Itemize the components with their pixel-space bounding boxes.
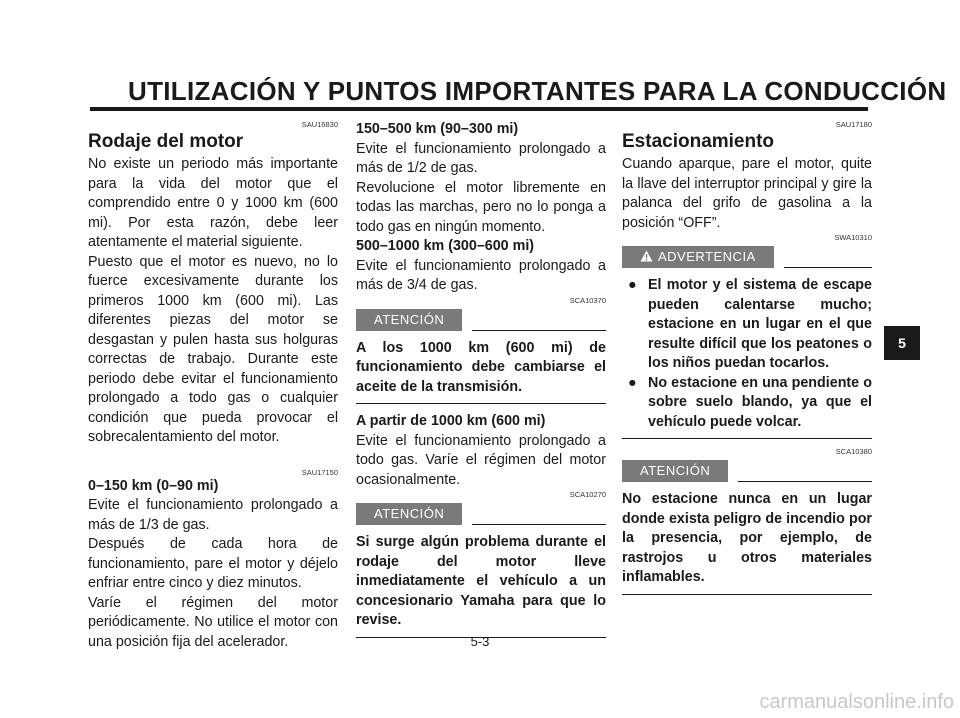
divider — [472, 330, 606, 331]
notice-text: A los 1000 km (600 mi) de funcionamiento debe cambiarse el aceite de la transmisión. — [356, 339, 606, 405]
paragraph: Después de cada hora de funcionamiento, pare el motor y déjelo enfriar entre cinco y diez minutos. — [88, 536, 338, 591]
divider — [472, 524, 606, 525]
notice-code: SCA10270 — [569, 490, 606, 499]
list-item: ● No estacione en una pendiente o sobre suelo blando, ya que el vehículo puede volcar. — [622, 374, 872, 433]
column-2 — [356, 120, 606, 638]
paragraph: Revolucione el motor libremente en todas las marchas, pero no lo ponga a todo gas en ningún momento. — [356, 179, 606, 235]
paragraph: Evite el funcionamiento prolongado a más de 1/2 de gas. — [356, 140, 606, 176]
chapter-title: UTILIZACIÓN Y PUNTOS IMPORTANTES PARA LA CONDUCCIÓN — [128, 76, 947, 106]
divider — [738, 481, 872, 482]
paragraph: Evite el funcionamiento prolongado a todo gas. Varíe el régimen del motor ocasionalmente. — [356, 432, 606, 488]
attention-badge: ATENCIÓN — [356, 503, 462, 525]
bullet-icon: ● — [628, 277, 637, 293]
subheading: A partir de 1000 km (600 mi) — [356, 413, 546, 429]
warning-label: ADVERTENCIA — [658, 249, 756, 264]
paragraph: Cuando aparque, pare el motor, quite la llave del interruptor principal y gire la palanca del grifo de gasolina a la posición “OFF”. — [622, 156, 872, 231]
notice-header — [622, 460, 872, 482]
subheading: 150–500 km (90–300 mi) — [356, 121, 519, 137]
section-code: SAU16830 — [301, 120, 338, 129]
list-item: ● El motor y el sistema de escape pueden calentarse mucho; estacione en un lugar en el que resulte difícil que los peatones o los niños puedan tocarlos. — [622, 276, 872, 374]
notice-text: Si surge algún problema durante el rodaje del motor lleve inmediatamente el vehículo a un concesionario Yamaha para que lo revise. — [356, 533, 606, 638]
paragraph: Evite el funcionamiento prolongado a más de 1/3 de gas. — [88, 497, 338, 533]
watermark: carmanualsonline.info — [759, 691, 954, 713]
divider — [784, 267, 872, 268]
paragraph: No existe un periodo más importante para la vida del motor que el comprendido entre 0 y 1000 km (600 mi). Por esta razón, debe leer atentamente el material siguiente. — [88, 156, 338, 250]
paragraph: Puesto que el motor es nuevo, no lo fuerce excesivamente durante los primeros 1000 km (600 mi). Las diferentes piezas del motor se desgastan y pulen hasta sus holguras correctas de trabajo. Durante este periodo debe evitar el funcionamiento prolongado a todo gas o cualquier condición que pueda provocar el sobrecalentamiento del motor. — [88, 253, 338, 445]
paragraph: Evite el funcionamiento prolongado a más de 3/4 de gas. — [356, 257, 606, 293]
bullet-icon: ● — [628, 374, 637, 391]
header-rule — [90, 107, 868, 111]
column-3 — [622, 120, 872, 595]
notice-text: No estacione nunca en un lugar donde exista peligro de incendio por la presencia, por ejemplo, de rastrojos u otros materiales inflamables. — [622, 490, 872, 595]
section-code: SAU17150 — [301, 467, 338, 477]
column-1 — [88, 120, 338, 652]
warning-list — [622, 276, 872, 439]
section-code: SAU17180 — [835, 120, 872, 129]
notice-code: SCA10380 — [835, 447, 872, 456]
subheading: 0–150 km (0–90 mi) — [88, 477, 219, 494]
attention-badge: ATENCIÓN — [356, 309, 462, 331]
warning-triangle-icon — [640, 250, 653, 262]
subheading: 500–1000 km (300–600 mi) — [356, 238, 535, 254]
attention-badge: ATENCIÓN — [622, 460, 728, 482]
section-heading: Rodaje del motor — [88, 131, 244, 152]
page-number: 5-3 — [470, 634, 490, 649]
section-heading: Estacionamiento — [622, 131, 775, 152]
notice-header — [356, 503, 606, 525]
warning-code: SWA10310 — [834, 233, 872, 242]
paragraph: Varíe el régimen del motor periódicamente. No utilice el motor con una posición fija del acelerador. — [88, 594, 338, 650]
notice-code: SCA10370 — [569, 295, 606, 305]
notice-header — [356, 309, 606, 331]
chapter-tab: 5 — [884, 326, 920, 360]
warning-header — [622, 246, 872, 268]
warning-badge — [622, 246, 774, 268]
